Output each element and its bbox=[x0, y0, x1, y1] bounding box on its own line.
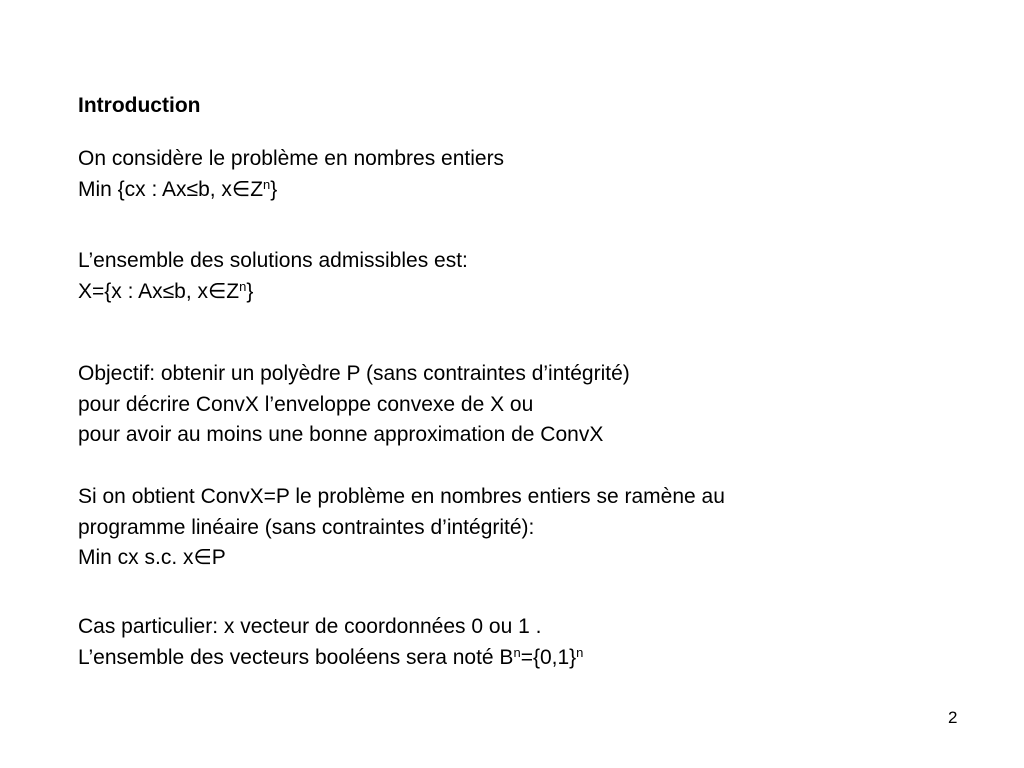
intro-formula-end: } bbox=[270, 177, 278, 201]
slide-title: Introduction bbox=[78, 94, 201, 117]
objective-block bbox=[78, 359, 630, 451]
admissible-formula-superscript: n bbox=[239, 278, 247, 294]
result-line-3: Min cx s.c. x∈P bbox=[78, 546, 226, 569]
page-number: 2 bbox=[948, 708, 958, 727]
intro-formula: Min {cx : Ax≤b, x∈Z bbox=[78, 177, 264, 201]
special-case-set: ={0,1} bbox=[520, 645, 577, 669]
special-case-block bbox=[78, 612, 583, 673]
special-case-superscript-1: n bbox=[513, 644, 521, 660]
intro-line-2 bbox=[78, 175, 504, 206]
objective-line-2: pour décrire ConvX l’enveloppe convexe de X ou bbox=[78, 392, 534, 416]
special-case-superscript-2: n bbox=[576, 644, 584, 660]
special-case-line-1: Cas particulier: x vecteur de coordonnées 0 ou 1 . bbox=[78, 615, 542, 638]
special-case-text: L’ensemble des vecteurs booléens sera noté B bbox=[78, 645, 514, 669]
objective-line-3: pour avoir au moins une bonne approximation de ConvX bbox=[78, 423, 604, 446]
admissible-block bbox=[78, 246, 468, 307]
objective-line-1: Objectif: obtenir un polyèdre P (sans contraintes d’intégrité) bbox=[78, 362, 630, 385]
admissible-line-2 bbox=[78, 277, 468, 308]
intro-line-1: On considère le problème en nombres entiers bbox=[78, 147, 505, 170]
result-block bbox=[78, 482, 725, 574]
result-line-2: programme linéaire (sans contraintes d’intégrité): bbox=[78, 515, 535, 539]
intro-block bbox=[78, 144, 504, 205]
admissible-formula-end: } bbox=[246, 279, 254, 303]
result-line-1: Si on obtient ConvX=P le problème en nombres entiers se ramène au bbox=[78, 485, 725, 508]
intro-formula-superscript: n bbox=[263, 176, 271, 192]
admissible-formula: X={x : Ax≤b, x∈Z bbox=[78, 279, 240, 303]
admissible-line-1: L’ensemble des solutions admissibles est: bbox=[78, 249, 468, 272]
special-case-line-2 bbox=[78, 643, 583, 674]
